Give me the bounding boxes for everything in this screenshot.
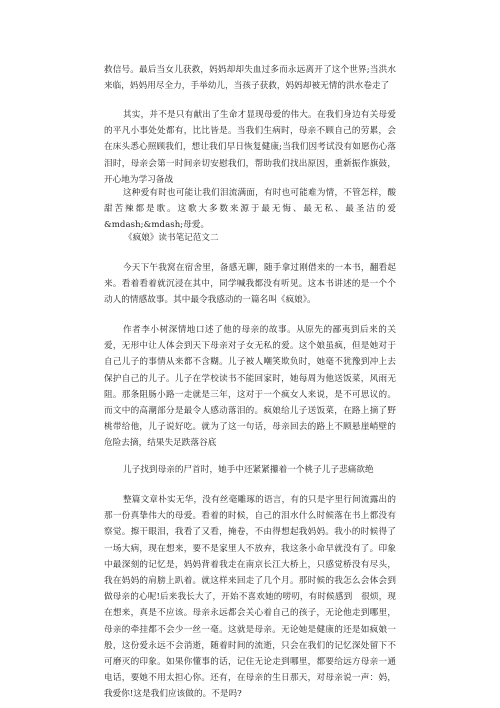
paragraph-author-story: 作者李小树深情地口述了他的母亲的故事。从原先的鄙夷到后来的关爱，无形中让人体会到天下母亲对子女无私的爱。这个娘虽疯，但是她对于自己儿子的事情从来都不含糊。儿子被人嘲笑欺负时，她毫不犹豫到冲上去保护自己的儿子。儿子在学校读书不能回家时，她每周为他送饭菜，风雨无阻。那条阻肠小路一走就是三年，这对于一个疯女人来说，是不可思议的。而文中的高潮部分是最令人感动落泪的。疯娘给儿子送饭菜，在路上摘了野桃带给他，儿子说好吃。就为了这一句话，母亲回去的路上不顾悬崖峭壁的危险去摘，结果失足跌落谷底: [104, 325, 396, 449]
paragraph-reading-afternoon: 今天下午我窝在宿舍里，备感无聊，随手拿过刚借来的一本书，翻看起来。看着看着就沉浸在其中，同学喊我都没有听见。这本书讲述的是一个个动人的情感故事。其中最令我感动的一篇名叫《疯娘》。: [104, 263, 396, 306]
paragraph-flood-story: 救信号。最后当女儿获救，妈妈却却失血过多而永远离开了这个世界;当洪水来临，妈妈用尽全力，手举幼儿，当孩子获救，妈妈却被无情的洪水卷走了: [104, 65, 396, 92]
paragraph-song-of-love: 这种爱有时也可能让我们泪流满面，有时也可能难为情，不管怎样，酸甜苦辣都是歌。这歌大多数来源于最无悔、最无私、最圣洁的爱&mdash;&mdash;母爱。: [104, 188, 396, 231]
section-title: 《疯娘》读书笔记范文二: [124, 233, 219, 243]
paragraph-reflection: 整篇文章朴实无华，没有丝毫雕琢的语言，有的只是字里行间流露出的那一份真挚伟大的母爱。看着的时候，自己的泪水什么时候落在书上都没有察觉。擦干眼泪，我看了又看，掩卷，不由得想起我妈妈。我小的时候得了一场大病，现在想来，要不是家里人不放弃，我这条小命早就没有了。印象中最深刻的记忆是，妈妈背着我走在南京长江大桥上，只感觉桥没有尽头，我在妈妈的肩膀上趴着。就这样来回走了几个月。那时候的我怎么会体会到做母亲的心呢!后来我长大了，开始不喜欢她的唠叨，有时候感到 很烦，现在想来，真是不应该。母亲永远都会关心着自己的孩子，无论他走到哪里，母亲的牵挂都不会少一丝一毫。这就是母亲。无论她是健康的还是如疯娘一般，这份爱永远不会消逝，随着时间的流逝，只会在我们的记忆深处留下不可磨灭的印象。如果你懂事的话，记住无论走到哪里，都要给远方母亲一通电话，要她不用太担心你。还有，在母亲的生日那天，对母亲说一声：妈，我爱你!这是我们应该做的。不是吗?: [104, 495, 396, 700]
paragraph-everyday-love: 其实，并不是只有献出了生命才显现母爱的伟大。在我们身边有关母爱的平凡小事处处都有，比比皆是。当我们生病时，母亲不顾自己的劳累，会在床头悉心照顾我们，想让我们早日恢复健康;当我们因考试没有如愿伤心落泪时，母亲会第一时间亲切安慰我们，帮助我们找出原因，重新振作旗鼓，开心地为学习备战: [104, 110, 396, 185]
paragraph-son-finds-mother: 儿子找到母亲的尸首时，她手中还紧紧攥着一个桃子儿子悲痛欲绝: [123, 465, 374, 475]
